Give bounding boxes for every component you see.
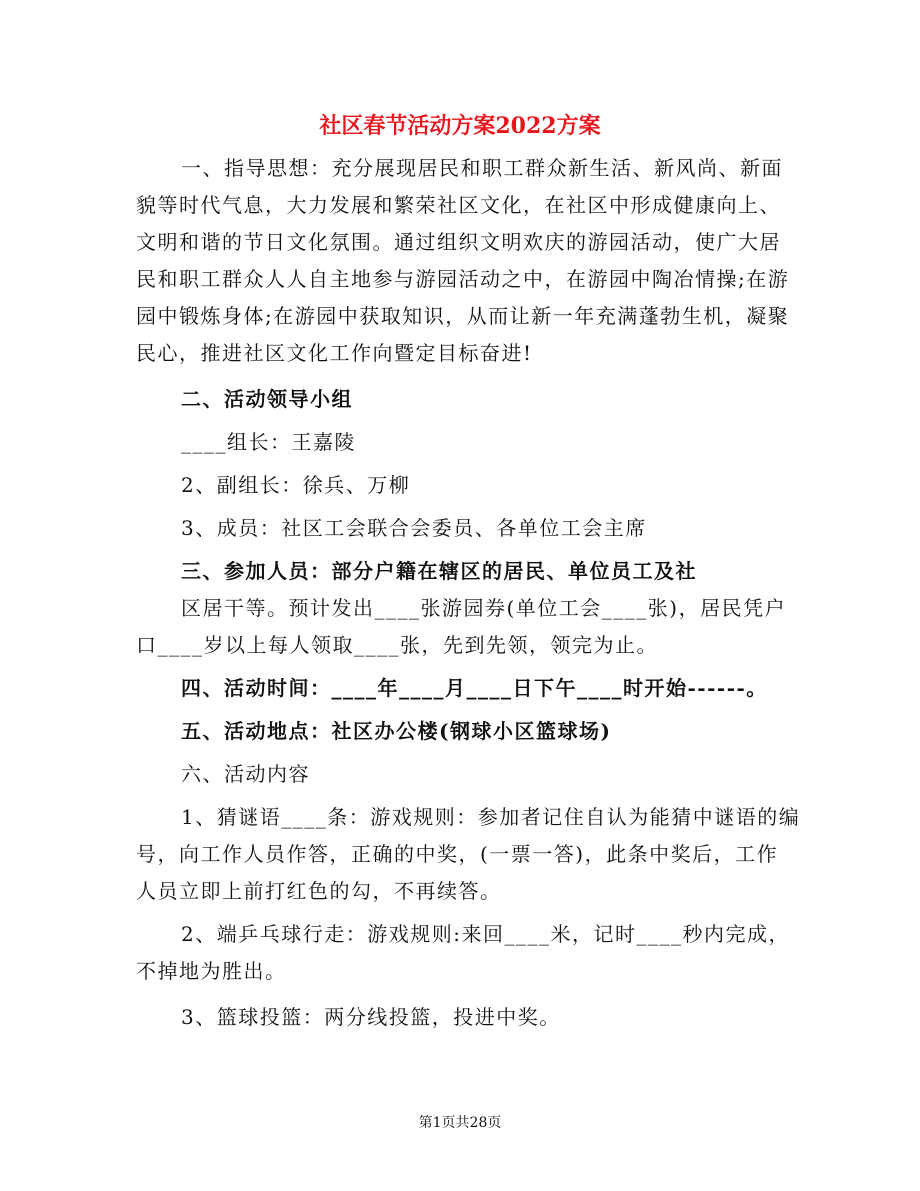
paragraph-activity-basketball: 3、篮球投篮：两分线投篮，投进中奖。 [181,1005,561,1029]
list-item-members: 3、成员：社区工会联合会委员、各单位工会主席 [181,516,647,540]
section-heading-time: 四、活动时间：____年____月____日下午____时开始------。 [181,676,768,700]
document-body [136,150,801,1036]
text-line: 口____岁以上每人领取____张，先到先领，领完为止。 [136,633,658,657]
list-item-leader: ____组长：王嘉陵 [181,430,356,454]
text-line: 人员立即上前打红色的勾，不再续答。 [136,879,502,903]
text-line: 2、端乒乓球行走：游戏规则:来回____米，记时____秒内完成， [181,922,790,946]
section-heading-leadership: 二、活动领导小组 [181,387,353,411]
paragraph-activity-pingpong [136,916,790,990]
text-line: 民心，推进社区文化工作向暨定目标奋进! [136,341,533,365]
list-item-deputy-leader: 2、副组长：徐兵、万柳 [181,473,411,497]
text-line: 民和职工群众人人自主地参与游园活动之中，在游园中陶冶情操;在游 [136,267,790,291]
text-line: 文明和谐的节日文化氛围。通过组织文明欢庆的游园活动，使广大居 [136,230,781,254]
page-number: 第1页共28页 [418,1115,502,1131]
section-heading-location: 五、活动地点：社区办公楼(钢球小区篮球场) [181,719,612,743]
text-line: 号，向工作人员作答，正确的中奖，(一票一答)，此条中奖后，工作 [136,842,779,866]
section-heading-content: 六、活动内容 [181,762,310,786]
section-heading-participants: 三、参加人员：部分户籍在辖区的居民、单位员工及社 [181,559,697,583]
text-line: 区居干等。预计发出____张游园券(单位工会____张)，居民凭户 [181,596,787,620]
paragraph-participants [136,553,786,664]
text-line: 1、猜谜语____条：游戏规则：参加者记住自认为能猜中谜语的编 [181,805,801,829]
text-line: 园中锻炼身体;在游园中获取知识，从而让新一年充满蓬勃生机，凝聚 [136,304,790,328]
text-line: 不掉地为胜出。 [136,959,287,983]
text-line: 一、指导思想：充分展现居民和职工群众新生活、新风尚、新面 [181,156,783,180]
document-title: 社区春节活动方案2022方案 [319,113,601,139]
paragraph-guiding-ideology [136,150,790,372]
paragraph-activity-riddles [136,799,801,910]
text-line: 貌等时代气息，大力发展和繁荣社区文化，在社区中形成健康向上、 [136,193,781,217]
